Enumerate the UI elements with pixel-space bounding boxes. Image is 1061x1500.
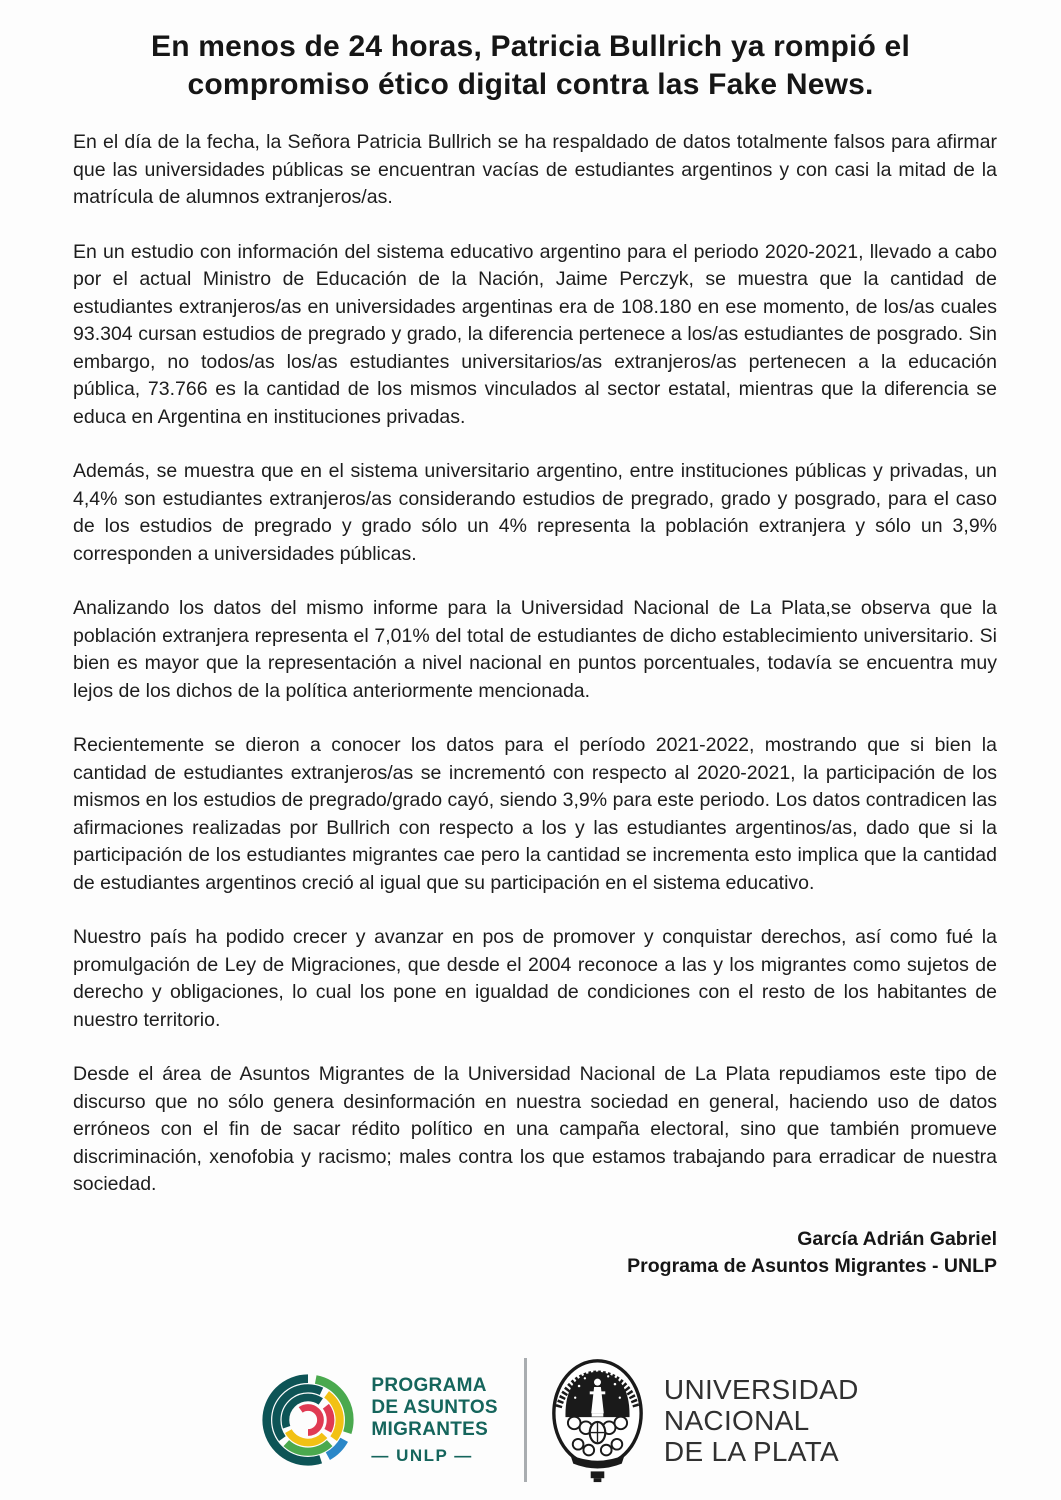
signature-block — [0, 1226, 997, 1281]
footer-logos — [0, 1356, 1061, 1484]
pam-logo — [260, 1371, 498, 1469]
footer-divider — [524, 1358, 527, 1482]
page-title — [58, 28, 1003, 104]
pam-wordmark-line-3: MIGRANTES — [371, 1418, 489, 1440]
unlp-wordmark-line-1: UNIVERSIDAD — [663, 1373, 859, 1405]
pam-rings-icon — [260, 1371, 356, 1469]
paragraph-7: Desde el área de Asuntos Migrantes de la Universidad Nacional de La Plata repudiamos este tipo de discurso que no sólo genera desinformación en nuestra sociedad en general, haciendo uso de datos erróneos con el fin de sacar rédito político en una campaña electoral, sino que también promueve discriminación, xenofobia y racismo; males contra los que estamos trabajando para erradicar de nuestra sociedad. — [73, 1063, 997, 1195]
title-line-2: compromiso ético digital contra las Fake News. — [187, 68, 874, 101]
unlp-wordmark-line-2: NACIONAL — [663, 1404, 810, 1436]
paragraph-6: Nuestro país ha podido crecer y avanzar en pos de promover y conquistar derechos, así como fué la promulgación de Ley de Migraciones, que desde el 2004 reconoce a las y los migrantes como sujetos de derecho y obligaciones, lo cual los pone en igualdad de condiciones con el resto de los habitantes de nuestro territorio. — [73, 926, 997, 1031]
unlp-wordmark — [664, 1374, 859, 1467]
pam-wordmark-line-1: PROGRAMA — [371, 1374, 487, 1396]
title-line-1: En menos de 24 horas, Patricia Bullrich ya rompió el — [151, 30, 910, 63]
document-body — [73, 129, 997, 1199]
paragraph-1: En el día de la fecha, la Señora Patricia Bullrich se ha respaldado de datos totalmente falsos para afirmar que las universidades públicas se encuentran vacías de estudiantes argentinos y con casi la mitad de la matrícula de alumnos extranjeros/as. — [73, 131, 997, 208]
signature-organization: Programa de Asuntos Migrantes - UNLP — [627, 1255, 997, 1277]
signature-name: García Adrián Gabriel — [797, 1227, 997, 1250]
unlp-logo — [549, 1356, 859, 1484]
paragraph-4: Analizando los datos del mismo informe para la Universidad Nacional de La Plata,se observa que la población extranjera representa el 7,01% del total de estudiantes de dicho establecimiento universitario. Si bien es mayor que la representación a nivel nacional en puntos porcentuales, todavía se encuentra muy lejos de los dichos de la política anteriormente mencionada. — [73, 597, 997, 702]
paragraph-2: En un estudio con información del sistema educativo argentino para el periodo 2020-2021, llevado a cabo por el actual Ministro de Educación de la Nación, Jaime Perczyk, se muestra que la cantidad de estudiantes extranjeros/as en universidades argentinas era de 108.180 en ese momento, de los/as cuales 93.304 cursan estudios de pregrado y grado, la diferencia pertenece a los/as estudiantes de posgrado. Sin embargo, no todos/as los/as estudiantes universitarios/as extranjeros/as pertenecen a la educación pública, 73.766 es la cantidad de los mismos vinculados al sector estatal, mientras que la diferencia se educa en Argentina en instituciones privadas. — [73, 240, 997, 428]
pam-wordmark — [371, 1375, 498, 1466]
unlp-seal-icon — [549, 1356, 646, 1484]
unlp-wordmark-line-3: DE LA PLATA — [663, 1435, 839, 1467]
paragraph-5: Recientemente se dieron a conocer los datos para el período 2021-2022, mostrando que si bien la cantidad de estudiantes extranjeros/as se incrementó con respecto al 2020-2021, la participación de los mismos en los estudios de pregrado/grado cayó, siendo 3,9% para este periodo. Los datos contradicen las afirmaciones realizadas por Bullrich con respecto a los y las estudiantes argentinos/as, dado que si la participación de los estudiantes migrantes cae pero la cantidad se incrementa esto implica que la cantidad de estudiantes argentinos creció al igual que su participación en el sistema educativo. — [73, 734, 997, 894]
pam-wordmark-unlp: — UNLP — — [371, 1445, 473, 1465]
paragraph-3: Además, se muestra que en el sistema universitario argentino, entre instituciones públicas y privadas, un 4,4% son estudiantes extranjeros/as considerando estudios de pregrado, grado y posgrado, para el caso de los estudios de pregrado y grado sólo un 4% representa la población extranjera y sólo un 3,9% corresponden a universidades públicas. — [73, 460, 997, 565]
pam-wordmark-line-2: DE ASUNTOS — [371, 1396, 498, 1418]
